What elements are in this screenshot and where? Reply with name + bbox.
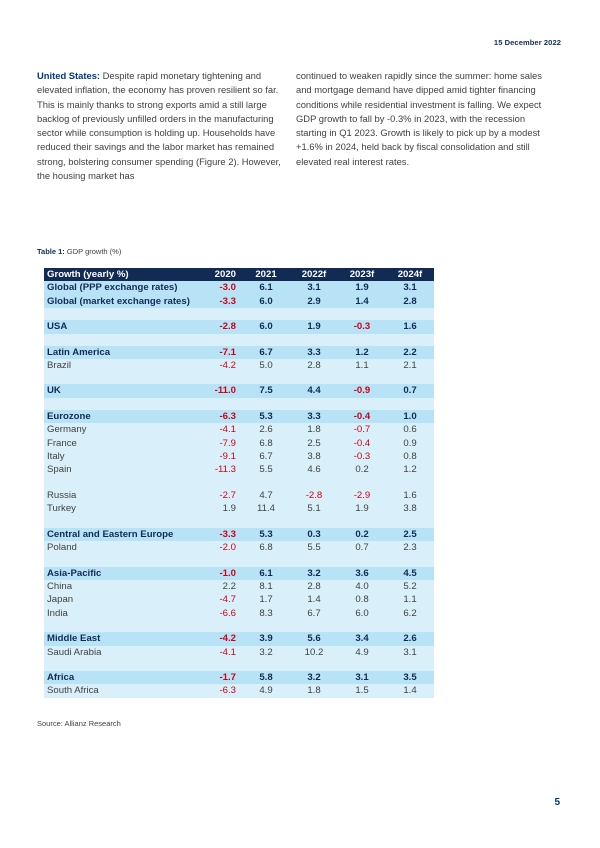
value-cell: 4.4 bbox=[290, 384, 338, 397]
table-row bbox=[44, 295, 434, 308]
value-cell: 0.7 bbox=[386, 384, 434, 397]
value-cell: 2.8 bbox=[386, 295, 434, 308]
value-cell: 1.9 bbox=[338, 281, 386, 294]
value-cell: 6.2 bbox=[386, 607, 434, 620]
value-cell: 1.9 bbox=[338, 502, 386, 515]
source-note: Source: Allianz Research bbox=[37, 719, 121, 728]
row-label-cell: Japan bbox=[44, 593, 194, 606]
body-text-right: continued to weaken rapidly since the summer: home sales and mortgage demand have dipped amid tighter financing conditions while residential investment is falling. We expect GDP growth to fall by -0.3% in 2023, with the recession starting in Q1 2023. Growth is likely to pick up by a modest +1.6% in 2024, held back by fiscal consolidation and still elevated real interest rates. bbox=[296, 70, 542, 167]
value-cell: -2.9 bbox=[338, 489, 386, 502]
value-cell: 1.4 bbox=[386, 684, 434, 697]
value-cell: 8.1 bbox=[242, 580, 290, 593]
value-cell: -4.7 bbox=[194, 593, 242, 606]
value-cell: 4.5 bbox=[386, 567, 434, 580]
spacer-cell bbox=[44, 516, 434, 528]
spacer-cell bbox=[44, 372, 434, 384]
value-cell: 2.5 bbox=[290, 437, 338, 450]
table-caption-label: Table 1: bbox=[37, 247, 65, 256]
table-row bbox=[44, 593, 434, 606]
spacer-cell bbox=[44, 334, 434, 346]
row-label-cell: Italy bbox=[44, 450, 194, 463]
value-cell: 6.0 bbox=[338, 607, 386, 620]
value-cell: 3.9 bbox=[242, 632, 290, 645]
value-cell: 5.2 bbox=[386, 580, 434, 593]
table-row bbox=[44, 359, 434, 372]
value-cell: 4.6 bbox=[290, 463, 338, 476]
value-cell: 4.0 bbox=[338, 580, 386, 593]
table-spacer-row bbox=[44, 516, 434, 528]
row-label-cell: Brazil bbox=[44, 359, 194, 372]
value-cell: 3.1 bbox=[386, 281, 434, 294]
value-cell: -4.2 bbox=[194, 632, 242, 645]
value-cell: -0.4 bbox=[338, 410, 386, 423]
value-cell: 2.9 bbox=[290, 295, 338, 308]
value-cell: -0.3 bbox=[338, 320, 386, 333]
value-cell: -4.1 bbox=[194, 423, 242, 436]
value-cell: 5.3 bbox=[242, 528, 290, 541]
value-cell: 2.6 bbox=[242, 423, 290, 436]
spacer-cell bbox=[44, 620, 434, 632]
table-spacer-row bbox=[44, 477, 434, 489]
value-cell: -4.2 bbox=[194, 359, 242, 372]
value-cell: 1.6 bbox=[386, 320, 434, 333]
value-cell: 5.5 bbox=[290, 541, 338, 554]
value-cell: 10.2 bbox=[290, 646, 338, 659]
value-cell: 1.4 bbox=[338, 295, 386, 308]
header-cell: 2023f bbox=[338, 268, 386, 281]
value-cell: 6.7 bbox=[290, 607, 338, 620]
table-caption bbox=[37, 247, 121, 256]
value-cell: 3.1 bbox=[386, 646, 434, 659]
page-number: 5 bbox=[554, 797, 560, 808]
header-cell: 2021 bbox=[242, 268, 290, 281]
value-cell: 1.2 bbox=[386, 463, 434, 476]
value-cell: -2.8 bbox=[290, 489, 338, 502]
value-cell: -3.0 bbox=[194, 281, 242, 294]
table-row bbox=[44, 463, 434, 476]
value-cell: 1.2 bbox=[338, 346, 386, 359]
value-cell: 6.8 bbox=[242, 541, 290, 554]
value-cell: 4.7 bbox=[242, 489, 290, 502]
section-lead: United States: bbox=[37, 70, 101, 81]
value-cell: -2.7 bbox=[194, 489, 242, 502]
header-cell: 2022f bbox=[290, 268, 338, 281]
value-cell: 2.3 bbox=[386, 541, 434, 554]
table-row bbox=[44, 489, 434, 502]
row-label-cell: Middle East bbox=[44, 632, 194, 645]
value-cell: 2.5 bbox=[386, 528, 434, 541]
row-label-cell: Global (PPP exchange rates) bbox=[44, 281, 194, 294]
value-cell: -3.3 bbox=[194, 295, 242, 308]
row-label-cell: Eurozone bbox=[44, 410, 194, 423]
report-date: 15 December 2022 bbox=[493, 38, 561, 47]
value-cell: 1.0 bbox=[386, 410, 434, 423]
value-cell: -6.3 bbox=[194, 410, 242, 423]
value-cell: -0.4 bbox=[338, 437, 386, 450]
table-row bbox=[44, 384, 434, 397]
table-row bbox=[44, 607, 434, 620]
value-cell: 7.5 bbox=[242, 384, 290, 397]
value-cell: 3.8 bbox=[386, 502, 434, 515]
value-cell: 8.3 bbox=[242, 607, 290, 620]
value-cell: 5.5 bbox=[242, 463, 290, 476]
value-cell: 3.3 bbox=[290, 410, 338, 423]
table-row bbox=[44, 567, 434, 580]
value-cell: 1.1 bbox=[338, 359, 386, 372]
table-row bbox=[44, 541, 434, 554]
value-cell: 1.8 bbox=[290, 423, 338, 436]
table-row bbox=[44, 450, 434, 463]
value-cell: 1.1 bbox=[386, 593, 434, 606]
table-row bbox=[44, 646, 434, 659]
row-label-cell: Poland bbox=[44, 541, 194, 554]
table-spacer-row bbox=[44, 555, 434, 567]
value-cell: 2.6 bbox=[386, 632, 434, 645]
value-cell: -6.3 bbox=[194, 684, 242, 697]
value-cell: -4.1 bbox=[194, 646, 242, 659]
value-cell: 6.1 bbox=[242, 281, 290, 294]
spacer-cell bbox=[44, 398, 434, 410]
table-row bbox=[44, 346, 434, 359]
value-cell: 2.2 bbox=[194, 580, 242, 593]
value-cell: -1.0 bbox=[194, 567, 242, 580]
value-cell: -11.0 bbox=[194, 384, 242, 397]
table-row bbox=[44, 320, 434, 333]
table-row bbox=[44, 437, 434, 450]
body-text-left: Despite rapid monetary tightening and elevated inflation, the economy has proven resilient so far. This is mainly thanks to strong exports amid a still large backlog of previously unfilled orders in the manufacturing sector while consumption is holding up. Households have reduced their savings and the labor market has remained strong, bolstering consumer spending (Figure 2). However, the housing market has bbox=[37, 70, 281, 182]
spacer-cell bbox=[44, 555, 434, 567]
value-cell: 2.2 bbox=[386, 346, 434, 359]
body-column-right bbox=[296, 69, 546, 169]
value-cell: 11.4 bbox=[242, 502, 290, 515]
value-cell: 1.4 bbox=[290, 593, 338, 606]
value-cell: 5.8 bbox=[242, 671, 290, 684]
row-label-cell: UK bbox=[44, 384, 194, 397]
table-spacer-row bbox=[44, 308, 434, 320]
table-spacer-row bbox=[44, 398, 434, 410]
value-cell: -7.1 bbox=[194, 346, 242, 359]
value-cell: 3.5 bbox=[386, 671, 434, 684]
row-label-cell: Asia-Pacific bbox=[44, 567, 194, 580]
row-label-cell: France bbox=[44, 437, 194, 450]
value-cell: 3.1 bbox=[338, 671, 386, 684]
value-cell: -0.7 bbox=[338, 423, 386, 436]
value-cell: 3.8 bbox=[290, 450, 338, 463]
value-cell: 2.1 bbox=[386, 359, 434, 372]
value-cell: 5.0 bbox=[242, 359, 290, 372]
value-cell: 0.2 bbox=[338, 528, 386, 541]
table-row bbox=[44, 580, 434, 593]
value-cell: 0.2 bbox=[338, 463, 386, 476]
row-label-cell: Russia bbox=[44, 489, 194, 502]
value-cell: 1.8 bbox=[290, 684, 338, 697]
table-row bbox=[44, 671, 434, 684]
value-cell: 3.2 bbox=[290, 671, 338, 684]
spacer-cell bbox=[44, 477, 434, 489]
value-cell: 3.6 bbox=[338, 567, 386, 580]
value-cell: 0.3 bbox=[290, 528, 338, 541]
table-caption-text: GDP growth (%) bbox=[64, 247, 122, 256]
header-cell: Growth (yearly %) bbox=[44, 268, 194, 281]
value-cell: -1.7 bbox=[194, 671, 242, 684]
value-cell: 5.3 bbox=[242, 410, 290, 423]
value-cell: 5.6 bbox=[290, 632, 338, 645]
value-cell: 6.0 bbox=[242, 320, 290, 333]
table-spacer-row bbox=[44, 334, 434, 346]
value-cell: 4.9 bbox=[338, 646, 386, 659]
table-row bbox=[44, 502, 434, 515]
row-label-cell: Global (market exchange rates) bbox=[44, 295, 194, 308]
header-cell: 2024f bbox=[386, 268, 434, 281]
row-label-cell: Spain bbox=[44, 463, 194, 476]
body-column-left bbox=[37, 69, 282, 183]
row-label-cell: Latin America bbox=[44, 346, 194, 359]
value-cell: 3.4 bbox=[338, 632, 386, 645]
value-cell: -6.6 bbox=[194, 607, 242, 620]
value-cell: 0.6 bbox=[386, 423, 434, 436]
value-cell: 1.6 bbox=[386, 489, 434, 502]
value-cell: 4.9 bbox=[242, 684, 290, 697]
value-cell: 0.8 bbox=[386, 450, 434, 463]
value-cell: -3.3 bbox=[194, 528, 242, 541]
value-cell: 3.3 bbox=[290, 346, 338, 359]
row-label-cell: China bbox=[44, 580, 194, 593]
table-row bbox=[44, 281, 434, 294]
table-row bbox=[44, 528, 434, 541]
value-cell: -0.3 bbox=[338, 450, 386, 463]
value-cell: -2.8 bbox=[194, 320, 242, 333]
value-cell: -2.0 bbox=[194, 541, 242, 554]
table-row bbox=[44, 410, 434, 423]
table-spacer-row bbox=[44, 620, 434, 632]
value-cell: -0.9 bbox=[338, 384, 386, 397]
row-label-cell: USA bbox=[44, 320, 194, 333]
value-cell: 6.7 bbox=[242, 346, 290, 359]
value-cell: 2.8 bbox=[290, 580, 338, 593]
value-cell: -7.9 bbox=[194, 437, 242, 450]
value-cell: 3.2 bbox=[242, 646, 290, 659]
value-cell: 1.7 bbox=[242, 593, 290, 606]
gdp-growth-table bbox=[44, 268, 434, 698]
value-cell: -11.3 bbox=[194, 463, 242, 476]
row-label-cell: South Africa bbox=[44, 684, 194, 697]
table-row bbox=[44, 684, 434, 697]
spacer-cell bbox=[44, 308, 434, 320]
row-label-cell: Africa bbox=[44, 671, 194, 684]
table-spacer-row bbox=[44, 659, 434, 671]
value-cell: 3.2 bbox=[290, 567, 338, 580]
value-cell: 0.9 bbox=[386, 437, 434, 450]
value-cell: 3.1 bbox=[290, 281, 338, 294]
value-cell: 5.1 bbox=[290, 502, 338, 515]
value-cell: 6.0 bbox=[242, 295, 290, 308]
value-cell: 1.5 bbox=[338, 684, 386, 697]
value-cell: 1.9 bbox=[290, 320, 338, 333]
table-spacer-row bbox=[44, 372, 434, 384]
row-label-cell: Central and Eastern Europe bbox=[44, 528, 194, 541]
value-cell: 0.7 bbox=[338, 541, 386, 554]
value-cell: 6.7 bbox=[242, 450, 290, 463]
header-cell: 2020 bbox=[194, 268, 242, 281]
value-cell: -9.1 bbox=[194, 450, 242, 463]
value-cell: 6.8 bbox=[242, 437, 290, 450]
row-label-cell: Saudi Arabia bbox=[44, 646, 194, 659]
value-cell: 1.9 bbox=[194, 502, 242, 515]
table-row bbox=[44, 632, 434, 645]
table-row bbox=[44, 423, 434, 436]
spacer-cell bbox=[44, 659, 434, 671]
row-label-cell: Turkey bbox=[44, 502, 194, 515]
row-label-cell: India bbox=[44, 607, 194, 620]
row-label-cell: Germany bbox=[44, 423, 194, 436]
value-cell: 0.8 bbox=[338, 593, 386, 606]
value-cell: 6.1 bbox=[242, 567, 290, 580]
value-cell: 2.8 bbox=[290, 359, 338, 372]
table-header-row bbox=[44, 268, 434, 281]
